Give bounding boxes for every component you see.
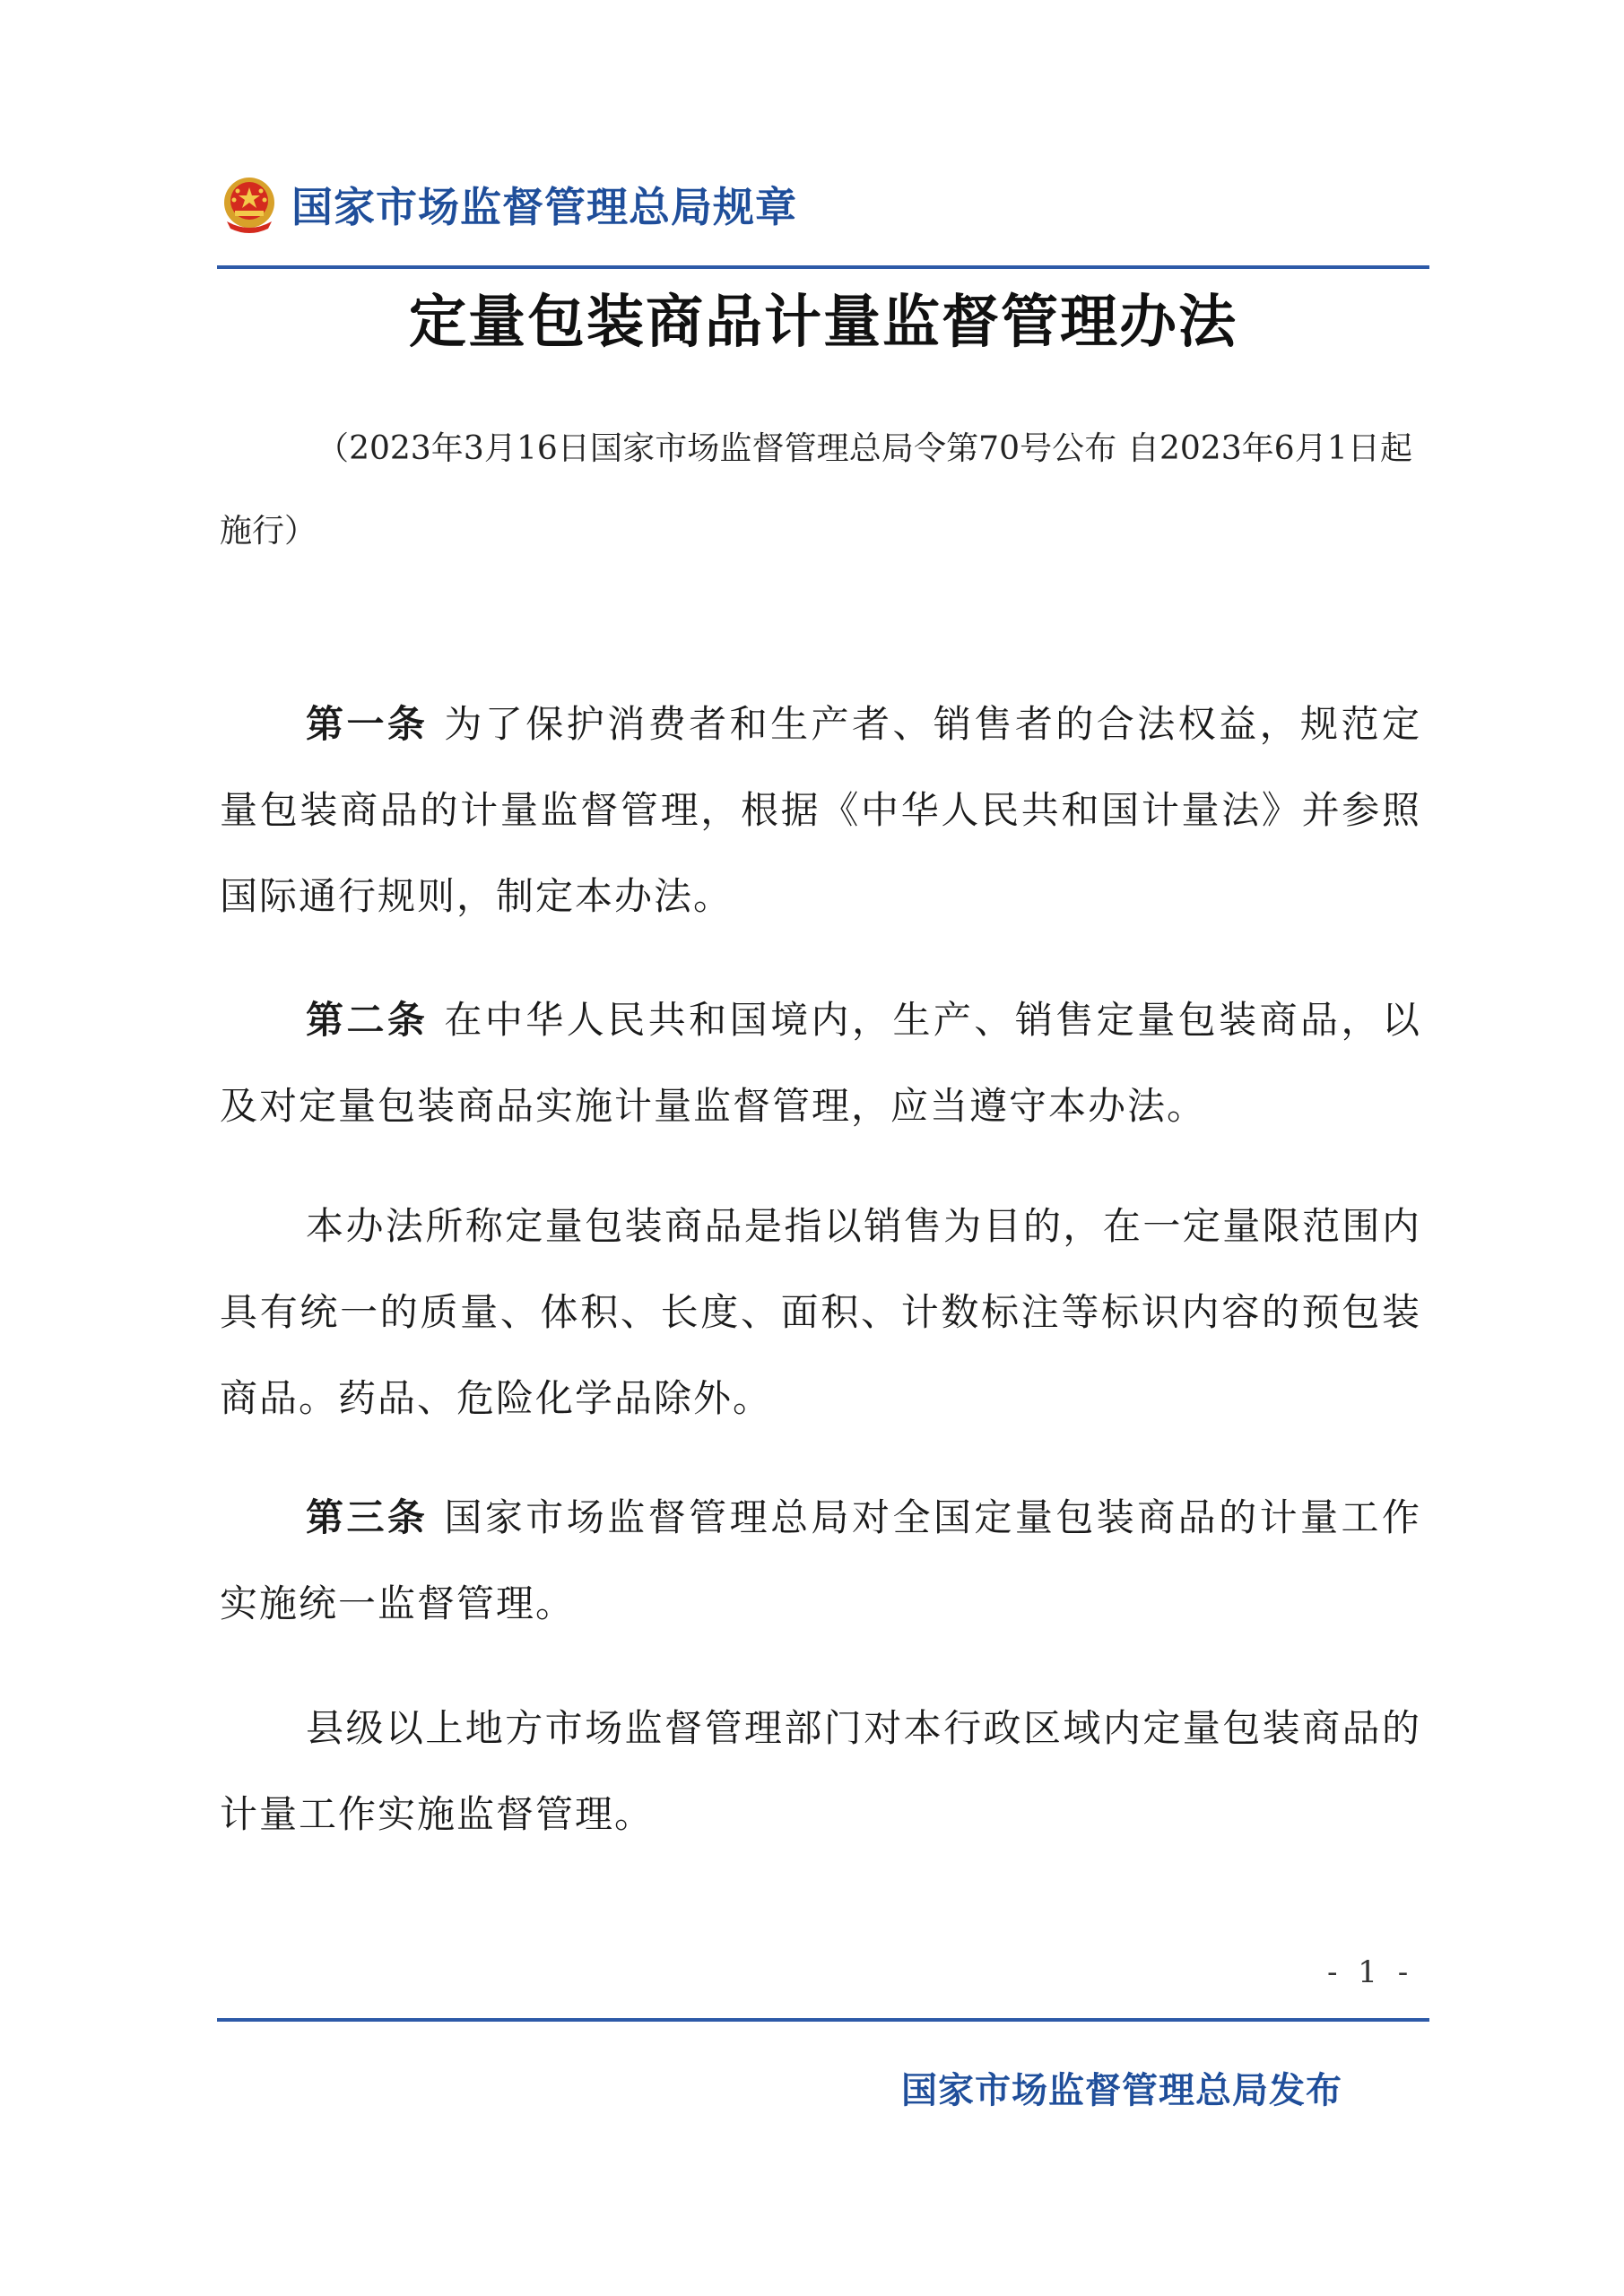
- article-2: [220, 977, 1421, 1149]
- article-text: 县级以上地方市场监督管理部门对本行政区域内定量包装商品的计量工作实施监督管理。: [220, 1706, 1421, 1836]
- article-text: 国家市场监督管理总局对全国定量包装商品的计量工作实施统一监督管理。: [220, 1495, 1421, 1625]
- article-2-paragraph-2: [220, 1183, 1421, 1442]
- publication-note: （2023年3月16日国家市场监督管理总局令第70号公布 自2023年6月1日起施行）: [220, 430, 1412, 550]
- document-title: 定量包装商品计量监督管理办法: [409, 290, 1238, 356]
- footer-publisher: 国家市场监督管理总局发布: [901, 2070, 1342, 2111]
- article-label: 第一条: [306, 702, 429, 746]
- article-text: 在中华人民共和国境内，生产、销售定量包装商品，以及对定量包装商品实施计量监督管理，应当遵守本办法。: [220, 998, 1421, 1128]
- header-divider: [217, 265, 1429, 269]
- header-title: 国家市场监督管理总局规章: [291, 183, 797, 231]
- article-3: [220, 1475, 1421, 1647]
- article-label: 第二条: [306, 998, 429, 1042]
- national-emblem-icon: [220, 175, 279, 234]
- article-label: 第三条: [306, 1495, 429, 1539]
- article-text: 为了保护消费者和生产者、销售者的合法权益，规范定量包装商品的计量监督管理，根据《中华人民共和国计量法》并参照国际通行规则，制定本办法。: [220, 702, 1421, 918]
- article-1: [220, 681, 1421, 940]
- page-number: - 1 -: [1327, 1954, 1414, 1990]
- article-text: 本办法所称定量包装商品是指以销售为目的，在一定量限范围内具有统一的质量、体积、长度、面积、计数标注等标识内容的预包装商品。药品、危险化学品除外。: [220, 1204, 1421, 1420]
- article-3-paragraph-2: [220, 1685, 1421, 1858]
- footer-divider: [217, 2018, 1429, 2022]
- page-header: [220, 175, 797, 234]
